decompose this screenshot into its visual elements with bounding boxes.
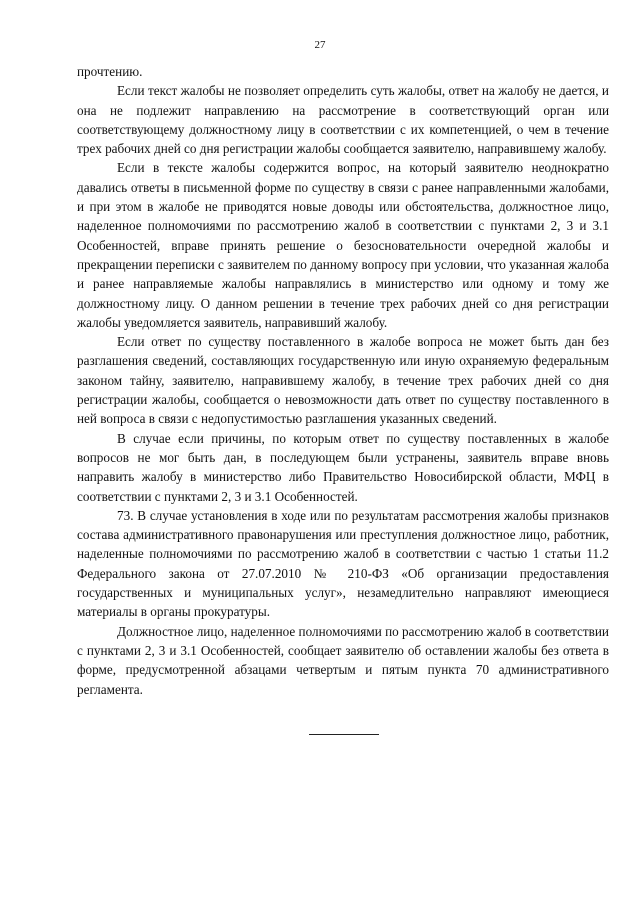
- end-of-text-rule: [309, 734, 379, 735]
- paragraph-reasons-eliminated: В случае если причины, по которым ответ по существу поставленных в жалобе вопросов не мог быть дан, в последующем были устранены, заявитель вправе вновь направить жалобу в министерство либо Правительство Новосибирской области, МФЦ в соответствии с пунктами 2, 3 и 3.1 Особенностей.: [77, 430, 609, 504]
- paragraph-repeated-question: Если в тексте жалобы содержится вопрос, на который заявителю неоднократно давались ответы в письменной форме по существу в связи с ранее направленными жалобами, и при этом в жалобе не приводятся новые доводы или обстоятельства, должностное лицо, наделенное полномочиями по рассмотрению жалоб в соответствии с пунктами 2, 3 и 3.1 Особенностей, вправе принять решение о безосновательности очередной жалобы и прекращении переписки с заявителем по данному вопросу при условии, что указанная жалоба и ранее направляемые жалобы направлялись в министерство или одному и тому же должностному лицу. О данном решении в течение трех рабочих дней со дня регистрации жалобы уведомляется заявитель, направивший жалобу.: [77, 160, 609, 330]
- document-body: [77, 62, 609, 699]
- paragraph-undetermined-complaint: Если текст жалобы не позволяет определить суть жалобы, ответ на жалобу не дается, и она не подлежит направлению на рассмотрение в соответствующий орган или соответствующему должностному лицу в соответствии с их компетенцией, о чем в течение трех рабочих дней со дня регистрации жалобы сообщается заявителю, направившему жалобу.: [77, 83, 609, 157]
- paragraph-state-secret: Если ответ по существу поставленного в жалобе вопроса не может быть дан без разглашения сведений, составляющих государственную или иную охраняемую федеральным законом тайну, заявителю, направившему жалобу, в течение трех рабочих дней со дня регистрации жалобы, сообщается о невозможности дать ответ по существу поставленного в ней вопроса в связи с недопустимостью разглашения указанных сведений.: [77, 334, 609, 427]
- paragraph-official-notifies: Должностное лицо, наделенное полномочиями по рассмотрению жалоб в соответствии с пунктами 2, 3 и 3.1 Особенностей, сообщает заявителю об оставлении жалобы без ответа в форме, предусмотренной абзацами четвертым и пятым пункта 70 административного регламента.: [77, 623, 609, 697]
- paragraph-continuation: прочтению.: [77, 64, 143, 79]
- paragraph-clause-73: 73. В случае установления в ходе или по результатам рассмотрения жалобы признаков состава административного правонарушения или преступления должностное лицо, работник, наделенные полномочиями по рассмотрению жалоб в соответствии с частью 1 статьи 11.2 Федерального закона от 27.07.2010 № 210-ФЗ «Об организации предоставления государственных и муниципальных услуг», незамедлительно направляют имеющиеся материалы в органы прокуратуры.: [77, 507, 609, 620]
- page-number: 27: [314, 39, 326, 51]
